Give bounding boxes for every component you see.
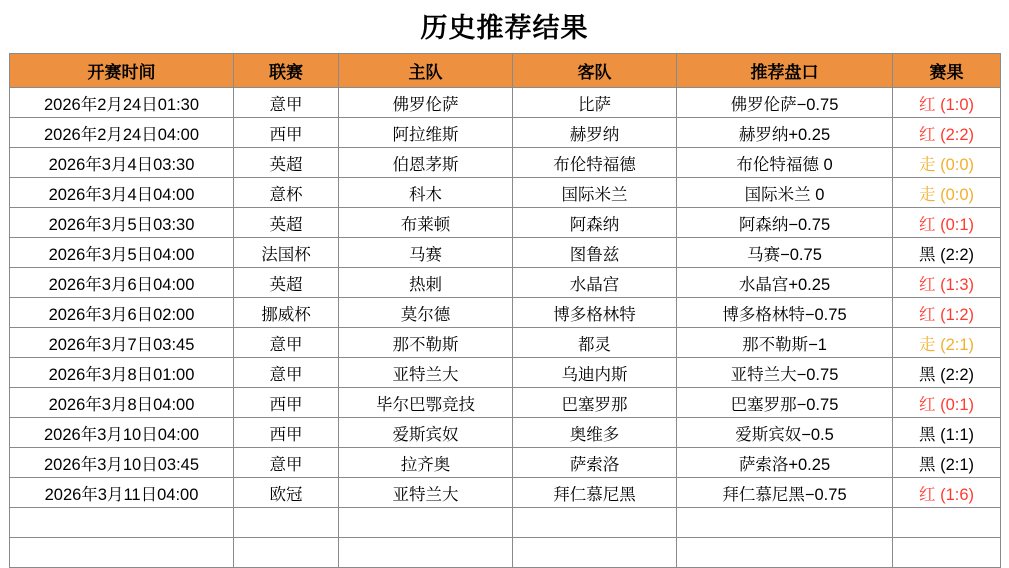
- empty-cell: [339, 538, 513, 568]
- empty-cell: [893, 538, 1001, 568]
- cell-time: 2026年3月4日04:00: [10, 178, 234, 208]
- cell-home: 布莱顿: [339, 208, 513, 238]
- cell-home: 拉齐奥: [339, 448, 513, 478]
- cell-away: 拜仁慕尼黑: [513, 478, 677, 508]
- result-score: (1:6): [935, 485, 974, 504]
- page-title: 历史推荐结果: [420, 13, 589, 43]
- result-score: (0:1): [935, 215, 974, 234]
- table-row: [10, 118, 1001, 148]
- cell-time: 2026年3月6日04:00: [10, 268, 234, 298]
- empty-cell: [234, 538, 339, 568]
- result-mark: 走: [918, 185, 936, 204]
- result-score: (2:1): [935, 335, 974, 354]
- cell-away: 乌迪内斯: [513, 358, 677, 388]
- cell-away: 都灵: [513, 328, 677, 358]
- empty-cell: [513, 508, 677, 538]
- cell-pick: 佛罗伦萨−0.75: [677, 88, 893, 118]
- cell-pick: 那不勒斯−1: [677, 328, 893, 358]
- cell-league: 意甲: [234, 358, 339, 388]
- cell-pick: 拜仁慕尼黑−0.75: [677, 478, 893, 508]
- cell-league: 意甲: [234, 448, 339, 478]
- cell-pick: 水晶宫+0.25: [677, 268, 893, 298]
- table-row: [10, 88, 1001, 118]
- cell-result: [893, 238, 1001, 268]
- history-results-table: [9, 53, 1001, 568]
- empty-cell: [677, 538, 893, 568]
- cell-home: 科木: [339, 178, 513, 208]
- empty-table-row: [10, 508, 1001, 538]
- result-mark: 红: [918, 125, 936, 144]
- cell-home: 佛罗伦萨: [339, 88, 513, 118]
- table-row: [10, 418, 1001, 448]
- cell-league: 英超: [234, 148, 339, 178]
- table-row: [10, 208, 1001, 238]
- cell-league: 法国杯: [234, 238, 339, 268]
- cell-result: [893, 268, 1001, 298]
- cell-time: 2026年2月24日01:30: [10, 88, 234, 118]
- result-score: (1:1): [935, 425, 974, 444]
- cell-away: 布伦特福德: [513, 148, 677, 178]
- column-header-time: 开赛时间: [10, 54, 234, 88]
- cell-pick: 博多格林特−0.75: [677, 298, 893, 328]
- cell-home: 伯恩茅斯: [339, 148, 513, 178]
- cell-time: 2026年3月10日03:45: [10, 448, 234, 478]
- result-mark: 黑: [918, 425, 936, 444]
- cell-away: 比萨: [513, 88, 677, 118]
- result-score: (1:0): [935, 95, 974, 114]
- result-mark: 红: [918, 275, 936, 294]
- cell-result: [893, 328, 1001, 358]
- empty-cell: [339, 508, 513, 538]
- cell-pick: 国际米兰 0: [677, 178, 893, 208]
- table-row: [10, 328, 1001, 358]
- empty-cell: [10, 508, 234, 538]
- cell-pick: 巴塞罗那−0.75: [677, 388, 893, 418]
- empty-cell: [677, 508, 893, 538]
- cell-league: 西甲: [234, 118, 339, 148]
- table-row: [10, 148, 1001, 178]
- cell-home: 阿拉维斯: [339, 118, 513, 148]
- cell-result: [893, 148, 1001, 178]
- cell-time: 2026年3月5日03:30: [10, 208, 234, 238]
- result-mark: 红: [918, 485, 936, 504]
- result-mark: 走: [918, 335, 936, 354]
- cell-time: 2026年3月6日02:00: [10, 298, 234, 328]
- cell-pick: 亚特兰大−0.75: [677, 358, 893, 388]
- cell-away: 萨索洛: [513, 448, 677, 478]
- cell-result: [893, 298, 1001, 328]
- result-mark: 走: [918, 155, 936, 174]
- results-table-container: [0, 53, 1009, 568]
- result-score: (2:2): [935, 245, 974, 264]
- cell-home: 亚特兰大: [339, 358, 513, 388]
- cell-time: 2026年2月24日04:00: [10, 118, 234, 148]
- cell-home: 那不勒斯: [339, 328, 513, 358]
- empty-cell: [893, 508, 1001, 538]
- cell-away: 赫罗纳: [513, 118, 677, 148]
- cell-away: 奥维多: [513, 418, 677, 448]
- cell-home: 热刺: [339, 268, 513, 298]
- cell-home: 爱斯宾奴: [339, 418, 513, 448]
- cell-league: 意甲: [234, 328, 339, 358]
- cell-time: 2026年3月5日04:00: [10, 238, 234, 268]
- cell-result: [893, 178, 1001, 208]
- column-header-league: 联赛: [234, 54, 339, 88]
- table-header: [10, 54, 1001, 88]
- column-header-pick: 推荐盘口: [677, 54, 893, 88]
- cell-league: 西甲: [234, 388, 339, 418]
- cell-pick: 马赛−0.75: [677, 238, 893, 268]
- cell-league: 欧冠: [234, 478, 339, 508]
- cell-time: 2026年3月10日04:00: [10, 418, 234, 448]
- cell-time: 2026年3月8日04:00: [10, 388, 234, 418]
- table-row: [10, 358, 1001, 388]
- result-mark: 黑: [918, 245, 936, 264]
- empty-table-row: [10, 538, 1001, 568]
- result-mark: 红: [918, 95, 936, 114]
- cell-result: [893, 418, 1001, 448]
- table-row: [10, 388, 1001, 418]
- cell-home: 亚特兰大: [339, 478, 513, 508]
- result-mark: 红: [918, 305, 936, 324]
- cell-home: 莫尔德: [339, 298, 513, 328]
- result-score: (0:0): [935, 155, 974, 174]
- column-header-away: 客队: [513, 54, 677, 88]
- cell-home: 毕尔巴鄂竞技: [339, 388, 513, 418]
- cell-time: 2026年3月7日03:45: [10, 328, 234, 358]
- empty-cell: [513, 538, 677, 568]
- cell-time: 2026年3月4日03:30: [10, 148, 234, 178]
- cell-pick: 阿森纳−0.75: [677, 208, 893, 238]
- cell-league: 意杯: [234, 178, 339, 208]
- result-score: (0:1): [935, 395, 974, 414]
- empty-cell: [234, 508, 339, 538]
- cell-result: [893, 358, 1001, 388]
- cell-away: 国际米兰: [513, 178, 677, 208]
- cell-league: 英超: [234, 208, 339, 238]
- cell-result: [893, 388, 1001, 418]
- result-score: (2:2): [935, 365, 974, 384]
- cell-away: 水晶宫: [513, 268, 677, 298]
- cell-result: [893, 208, 1001, 238]
- cell-time: 2026年3月11日04:00: [10, 478, 234, 508]
- empty-cell: [10, 538, 234, 568]
- cell-pick: 布伦特福德 0: [677, 148, 893, 178]
- table-body: [10, 88, 1001, 568]
- table-row: [10, 238, 1001, 268]
- result-score: (0:0): [935, 185, 974, 204]
- table-row: [10, 268, 1001, 298]
- cell-away: 图鲁兹: [513, 238, 677, 268]
- table-row: [10, 298, 1001, 328]
- cell-time: 2026年3月8日01:00: [10, 358, 234, 388]
- cell-away: 巴塞罗那: [513, 388, 677, 418]
- cell-result: [893, 478, 1001, 508]
- cell-league: 挪威杯: [234, 298, 339, 328]
- table-row: [10, 448, 1001, 478]
- cell-pick: 萨索洛+0.25: [677, 448, 893, 478]
- table-header-row: [10, 54, 1001, 88]
- result-score: (1:2): [935, 305, 974, 324]
- cell-league: 意甲: [234, 88, 339, 118]
- cell-away: 阿森纳: [513, 208, 677, 238]
- result-mark: 红: [918, 215, 936, 234]
- column-header-result: 赛果: [893, 54, 1001, 88]
- cell-result: [893, 448, 1001, 478]
- column-header-home: 主队: [339, 54, 513, 88]
- cell-pick: 爱斯宾奴−0.5: [677, 418, 893, 448]
- result-mark: 红: [918, 395, 936, 414]
- cell-league: 西甲: [234, 418, 339, 448]
- result-score: (2:1): [935, 455, 974, 474]
- cell-home: 马赛: [339, 238, 513, 268]
- cell-result: [893, 88, 1001, 118]
- table-row: [10, 178, 1001, 208]
- result-score: (1:3): [935, 275, 974, 294]
- result-mark: 黑: [918, 365, 936, 384]
- cell-league: 英超: [234, 268, 339, 298]
- cell-away: 博多格林特: [513, 298, 677, 328]
- result-score: (2:2): [935, 125, 974, 144]
- result-mark: 黑: [918, 455, 936, 474]
- table-row: [10, 478, 1001, 508]
- cell-pick: 赫罗纳+0.25: [677, 118, 893, 148]
- cell-result: [893, 118, 1001, 148]
